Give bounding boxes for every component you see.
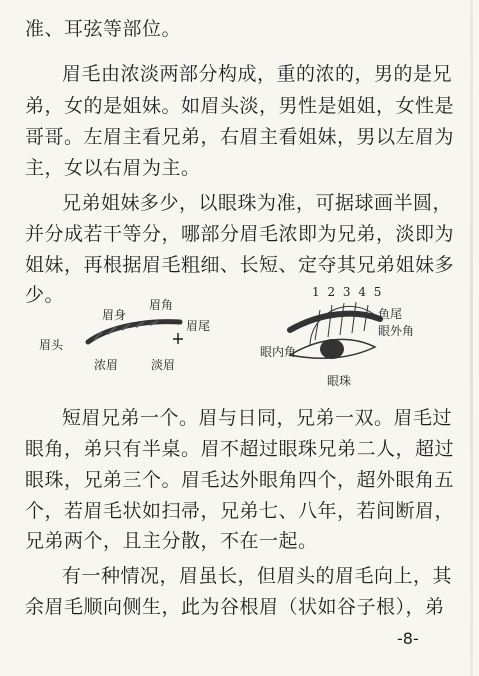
text-line-11: 眼角，弟只有半桌。眉不超过眼珠兄弟二人，超过 [25, 438, 455, 460]
brow-corner-marker [173, 333, 183, 344]
label-brow-body: 眉身 [102, 308, 127, 322]
label-brow-head: 眉头 [39, 338, 64, 352]
label-eyeball: 眼珠 [327, 374, 352, 388]
label-light-brow: 淡眉 [151, 358, 176, 372]
label-outer-corner: 眼外角 [378, 324, 415, 338]
page-number: -8- [397, 629, 419, 648]
text-line-1: 准、耳弦等部位。 [25, 18, 182, 40]
label-brow-tail: 眉尾 [186, 319, 211, 333]
text-line-10: 短眉兄弟一个。眉与日同，兄弟一双。眉毛过 [62, 407, 453, 429]
brow-shape [290, 314, 380, 330]
eyeball-shape [320, 339, 344, 359]
text-line-3: 弟，女的是姐妹。如眉头淡，男性是姐姐，女性是 [25, 95, 455, 117]
division-numbers: 1 2 3 4 5 [312, 285, 384, 299]
text-line-4: 哥哥。左眉主看兄弟，右眉主看姐妹，男以左眉为 [25, 126, 455, 148]
label-fish-tail: 鱼尾 [378, 307, 403, 321]
text-line-9: 少。 [25, 284, 65, 306]
scan-edge [470, 0, 473, 676]
text-line-5: 主，女以右眉为主。 [25, 157, 201, 179]
text-line-14: 兄弟两个，且主分散，不在一起。 [25, 530, 318, 552]
label-thick-brow: 浓眉 [94, 358, 119, 372]
text-line-12: 眼珠，兄弟三个。眉毛达外眼角四个，超外眼角五 [25, 469, 455, 491]
text-line-6: 兄弟姐妹多少，以眼珠为准，可据球画半圆， [62, 192, 453, 214]
text-line-2: 眉毛由浓淡两部分构成，重的浓的，男的是兄 [62, 63, 453, 85]
text-line-15: 有一种情况，眉虽长，但眉头的眉毛向上，其 [62, 565, 453, 587]
text-line-16: 余眉毛顺向侧生，此为谷根眉（状如谷子根），弟 [25, 596, 445, 618]
text-line-13: 个，若眉毛状如扫帚，兄弟七、八年，若间断眉， [25, 500, 455, 522]
label-inner-corner: 眼内角 [260, 345, 297, 359]
text-line-8: 姐妹，再根据眉毛粗细、长短、定夺其兄弟姐妹多 [25, 254, 455, 276]
label-brow-corner: 眉角 [149, 298, 174, 312]
text-line-7: 并分成若干等分，哪部分眉毛浓即为兄弟，淡即为 [25, 223, 455, 245]
